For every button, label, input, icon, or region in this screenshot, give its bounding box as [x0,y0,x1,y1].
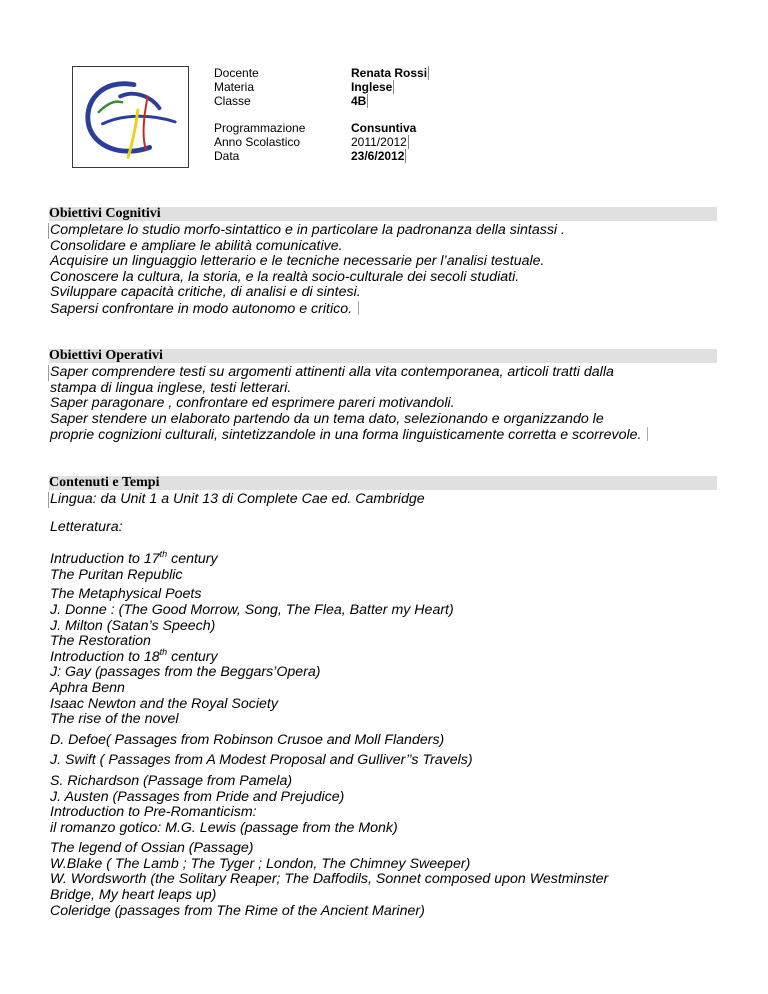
label-classe: Classe [214,93,251,108]
label-programmazione: Programmazione [214,121,306,135]
label-anno-scolastico: Anno Scolastico [214,134,301,149]
operative-line: Saper stendere un elaborato partendo da un tema dato, selezionando e organizzando le [50,410,604,427]
literature-item: D. Defoe( Passages from Robinson Crusoe and Moll Flanders) [50,731,445,748]
literature-item: W.Blake ( The Lamb ; The Tyger ; London, The Chimney Sweeper) [50,855,471,872]
cognitive-line: Completare lo studio morfo-sintattico e in particolare la padronanza della sintassi . [48,223,720,239]
operative-line: Saper comprendere testi su argomenti attinenti alla vita contemporanea, articoli tratti dalla [48,365,720,381]
literature-item: J. Austen (Passages from Pride and Prejudice) [50,788,345,805]
operative-line: proprie cognizioni culturali, sintetizzandole in una forma linguisticamente corretta e scorrevole. [50,427,642,444]
literature-item: Coleridge (passages from The Rime of the Ancient Mariner) [50,902,425,919]
cognitive-line: Sapersi confrontare in modo autonomo e critico. [50,300,353,317]
header-values-2 [351,122,416,163]
label-materia: Materia [214,79,255,94]
literature-item: Intruduction to 17th century [50,549,218,568]
cognitive-line: Conoscere la cultura, la storia, e la realtà socio-culturale dei secoli studiati. [50,268,520,285]
literature-item: The Restoration [50,633,151,650]
literature-item: J. Milton (Satan’s Speech) [50,617,216,634]
header-values [351,67,429,108]
text-end-marker [647,427,648,441]
logo-emblem-icon [73,67,188,167]
literature-label: Letteratura: [50,518,123,535]
cognitive-line: Acquisire un linguaggio letterario e le tecniche necessarie per l’analisi testuale. [50,253,545,270]
language-line: Lingua: da Unit 1 a Unit 13 di Complete Cae ed. Cambridge [48,492,720,508]
literature-item: Introduction to 18th century [50,646,218,665]
cognitive-objectives [50,223,720,318]
literature-item: il romanzo gotico: M.G. Lewis (passage from the Monk) [50,819,398,836]
operative-line: Saper paragonare , confrontare ed esprimere pareri motivandoli. [50,395,455,412]
header-labels [214,67,259,108]
literature-item: Isaac Newton and the Royal Society [50,695,278,712]
section-title-cognitive: Obiettivi Cognitivi [49,207,717,221]
literature-item: The rise of the novel [50,711,179,728]
literature-item: The Puritan Republic [50,566,183,583]
literature-item: J. Swift ( Passages from A Modest Proposal and Gulliver’’s Travels) [50,752,473,769]
cognitive-line: Consolidare e ampliare le abilità comunicative. [50,237,343,254]
literature-item: Introduction to Pre-Romanticism: [50,804,257,821]
text-end-marker [358,301,359,315]
subject-value: Inglese [351,79,393,94]
literature-item: J. Donne : (The Good Morrow, Song, The Flea, Batter my Heart) [50,601,454,618]
section-title-operative: Obiettivi Operativi [49,349,717,363]
programming-value: Consuntiva [351,121,417,135]
class-value: 4B [351,93,367,108]
contents-body [50,492,720,919]
date-value: 23/6/2012 [351,148,405,163]
literature-item: J: Gay (passages from the Beggars’Opera) [50,664,321,681]
header-labels-2 [214,122,305,163]
label-docente: Docente [214,66,259,80]
school-year-value: 2011/2012 [351,134,407,149]
teacher-name: Renata Rossi [351,66,428,80]
literature-item: W. Wordsworth (the Solitary Reaper; The Daffodils, Sonnet composed upon Westminster [50,871,609,888]
cognitive-line: Sviluppare capacità critiche, di analisi e di sintesi. [50,284,361,301]
literature-item: S. Richardson (Passage from Pamela) [50,772,293,789]
literature-item: Aphra Benn [50,679,125,696]
literature-item: Bridge, My heart leaps up) [50,887,217,904]
label-data: Data [214,148,240,163]
section-title-contents: Contenuti e Tempi [49,476,717,490]
literature-item: The Metaphysical Poets [50,586,202,603]
operative-objectives [50,365,720,444]
operative-line: stampa di lingua inglese, testi letterari. [50,379,292,396]
literature-item: The legend of Ossian (Passage) [50,840,254,857]
school-logo [72,66,189,168]
